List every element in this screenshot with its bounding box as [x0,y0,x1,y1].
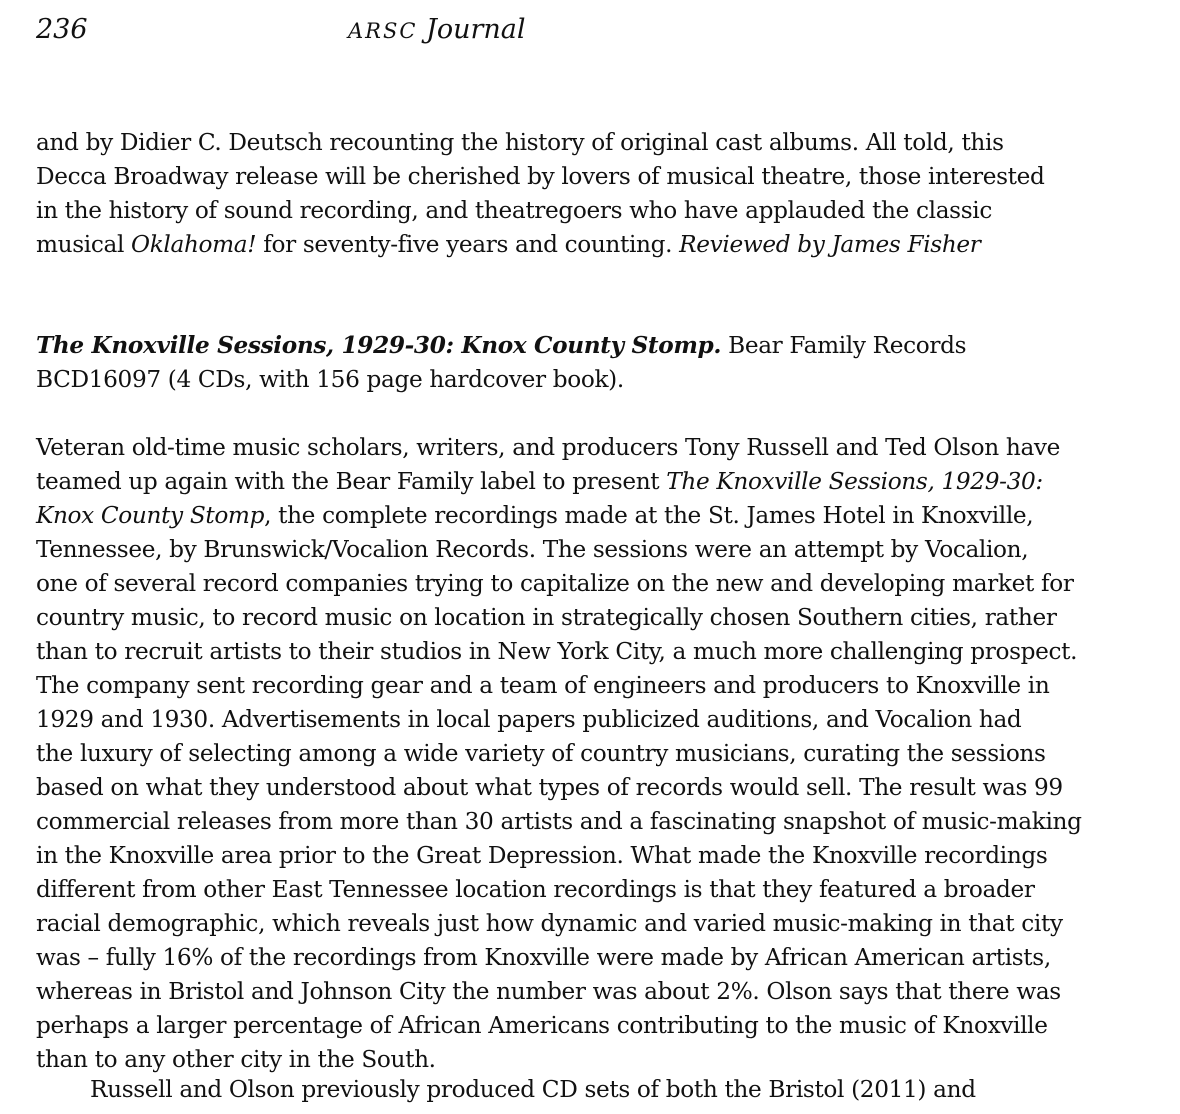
text-span: than to recruit artists to their studios in New York City, a much more challenging prospect. [36,638,1078,665]
emphasized-text: Knox County Stomp [36,502,265,529]
text-line [36,1043,1082,1077]
text-line [36,363,966,397]
text-line [36,669,1082,703]
text-span: than to any other city in the South. [36,1046,436,1073]
text-line [36,228,1044,262]
text-span: Veteran old-time music scholars, writers, and producers Tony Russell and Ted Olson have [36,434,1061,461]
text-span: The company sent recording gear and a team of engineers and producers to Knoxville in [36,672,1050,699]
text-span: teamed up again with the Bear Family label to present [36,468,667,495]
text-line [36,126,1044,160]
text-line [36,567,1082,601]
emphasized-text: Oklahoma! [131,231,257,258]
text-span: based on what they understood about what types of records would sell. The result was 99 [36,774,1063,801]
text-line [36,533,1082,567]
review-heading [36,329,966,397]
emphasized-text: The Knoxville Sessions, 1929-30: Knox County Stomp. [36,332,722,359]
text-line [36,737,1082,771]
paragraph-2 [36,431,1082,1077]
text-span: different from other East Tennessee location recordings is that they featured a broader [36,876,1035,903]
text-span: in the history of sound recording, and theatregoers who have applauded the classic [36,197,992,224]
text-line [36,941,1082,975]
text-span: Tennessee, by Brunswick/Vocalion Records. The sessions were an attempt by Vocalion, [36,536,1029,563]
text-line [36,601,1082,635]
text-line [36,1009,1082,1043]
text-line [36,873,1082,907]
text-line [90,1073,976,1107]
text-span: Decca Broadway release will be cherished by lovers of musical theatre, those interested [36,163,1045,190]
text-line [36,635,1082,669]
text-span: in the Knoxville area prior to the Great Depression. What made the Knoxville recordings [36,842,1048,869]
text-line [36,465,1082,499]
text-line [36,160,1044,194]
text-line [36,499,1082,533]
text-span: and by Didier C. Deutsch recounting the history of original cast albums. All told, this [36,129,1004,156]
text-span: , the complete recordings made at the St. James Hotel in Knoxville, [264,502,1034,529]
text-span: was – fully 16% of the recordings from Knoxville were made by African American artists, [36,944,1051,971]
text-line [36,703,1082,737]
text-span: one of several record companies trying to capitalize on the new and developing market for [36,570,1074,597]
running-header [348,14,526,45]
text-line [36,805,1082,839]
text-span: country music, to record music on location in strategically chosen Southern cities, rather [36,604,1057,631]
journal-name: Journal [426,14,526,45]
text-span: Russell and Olson previously produced CD sets of both the Bristol (2011) and [90,1076,976,1103]
emphasized-text: The Knoxville Sessions, 1929-30: [666,468,1043,495]
text-span: BCD16097 (4 CDs, with 156 page hardcover book). [36,366,624,393]
text-span: perhaps a larger percentage of African Americans contributing to the music of Knoxville [36,1012,1048,1039]
text-line [36,839,1082,873]
text-span: Bear Family Records [721,332,967,359]
paragraph-3 [36,1073,976,1107]
text-line [36,975,1082,1009]
emphasized-text: Reviewed by James Fisher [679,231,981,258]
text-span: whereas in Bristol and Johnson City the number was about 2%. Olson says that there was [36,978,1061,1005]
text-span: 1929 and 1930. Advertisements in local papers publicized auditions, and Vocalion had [36,706,1022,733]
text-line [36,907,1082,941]
page-number: 236 [36,14,88,45]
text-span: for seventy-five years and counting. [256,231,680,258]
text-span: racial demographic, which reveals just how dynamic and varied music-making in that city [36,910,1063,937]
text-line [36,329,966,363]
text-span: the luxury of selecting among a wide variety of country musicians, curating the sessions [36,740,1046,767]
text-span: musical [36,231,132,258]
text-line [36,194,1044,228]
text-line [36,771,1082,805]
text-span: commercial releases from more than 30 artists and a fascinating snapshot of music-making [36,808,1082,835]
journal-prefix: ARSC [348,19,418,43]
paragraph-1 [36,126,1044,262]
text-line [36,431,1082,465]
